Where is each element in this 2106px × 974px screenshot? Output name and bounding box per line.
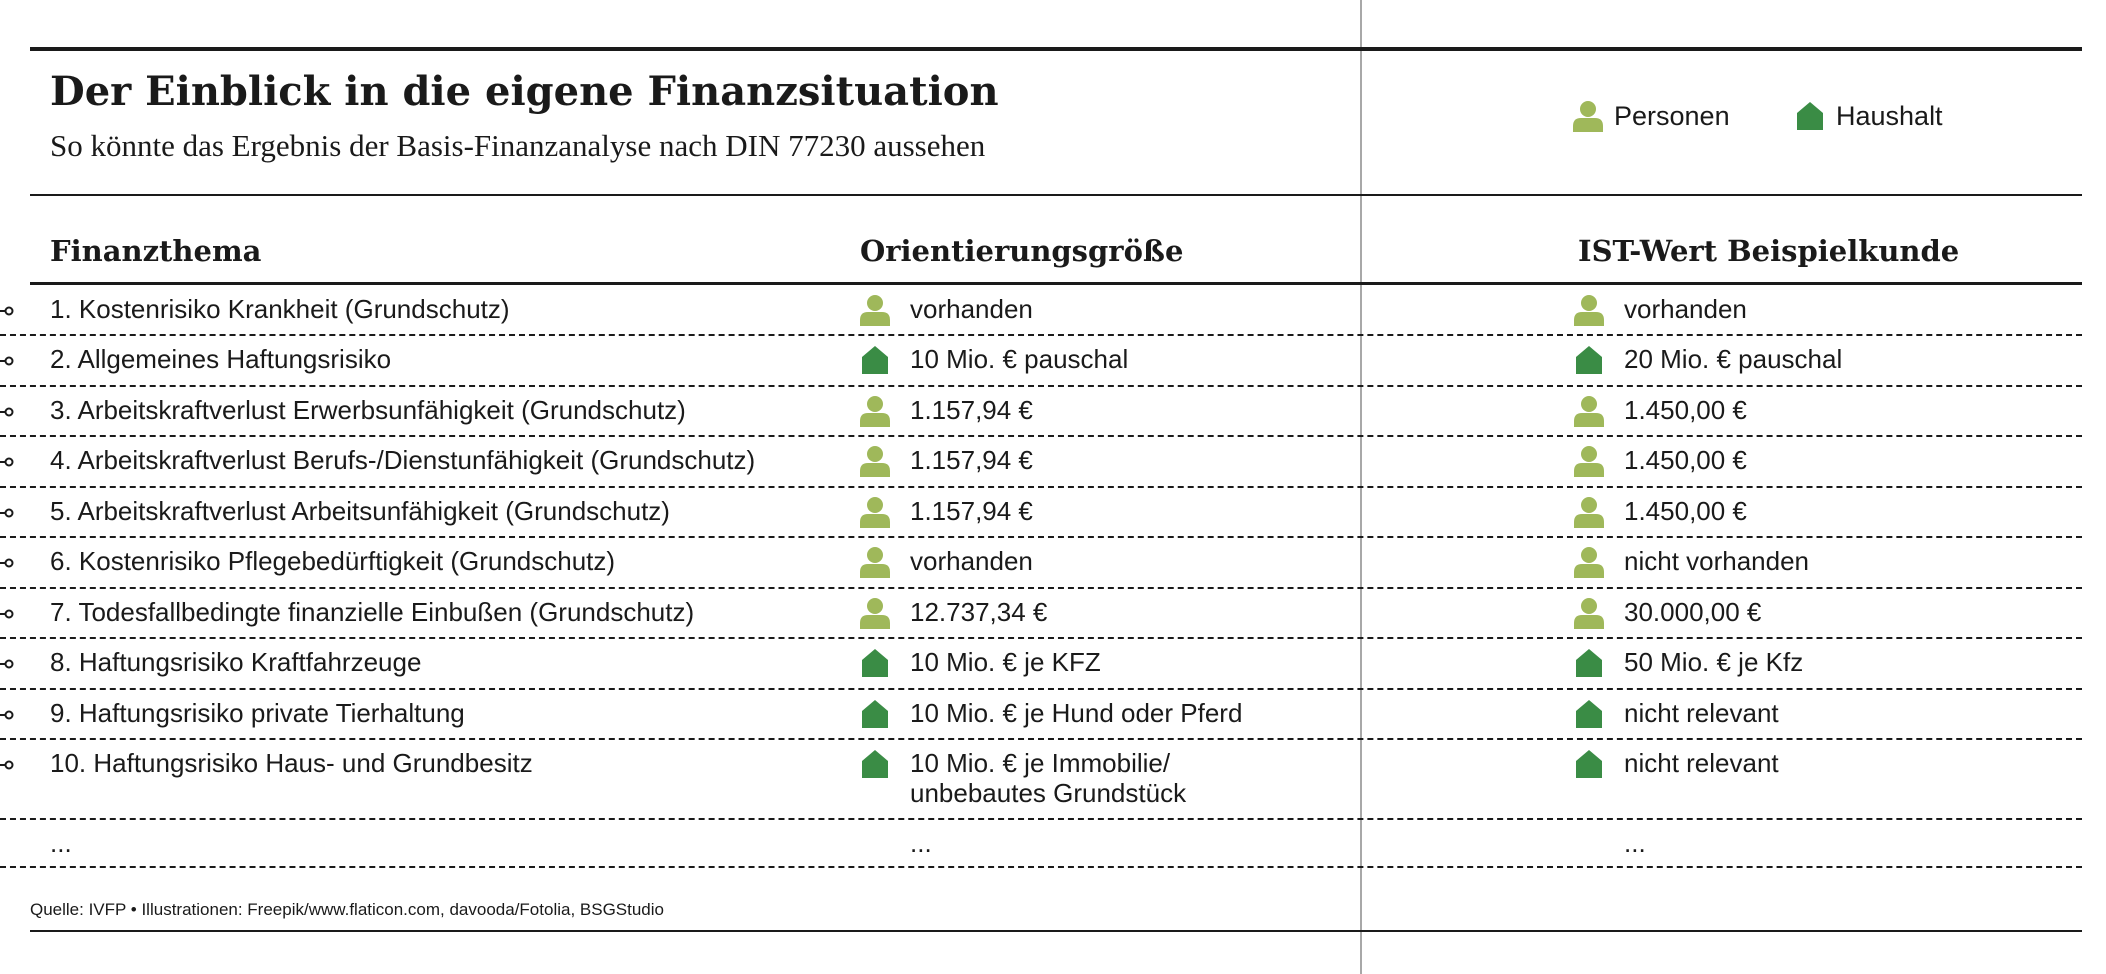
actual-value: nicht vorhanden [1624, 546, 1810, 576]
house-icon [860, 698, 890, 730]
table-row [0, 818, 2082, 868]
legend-household [1794, 100, 1943, 132]
top-rule [30, 47, 2082, 51]
person-icon [860, 546, 890, 578]
person-icon [1572, 100, 1604, 132]
actual-value: 20 Mio. € pauschal [1624, 344, 1843, 374]
column-header-orientation: Orientierungsgröße [860, 234, 1184, 268]
row-topic: 6. Kostenrisiko Pflegebedürftigkeit (Grundschutz) [50, 546, 616, 576]
row-marker-icon [0, 407, 14, 417]
header-rule [30, 194, 2082, 196]
table-row [0, 587, 2082, 639]
person-icon [1574, 294, 1604, 326]
person-icon [1574, 597, 1604, 629]
row-topic: 10. Haftungsrisiko Haus- und Grundbesitz [50, 748, 533, 778]
page-subtitle: So könnte das Ergebnis der Basis-Finanzanalyse nach DIN 77230 aussehen [50, 128, 986, 163]
person-icon [860, 395, 890, 427]
row-topic: 5. Arbeitskraftverlust Arbeitsunfähigkeit (Grundschutz) [50, 496, 670, 526]
house-icon [860, 647, 890, 679]
row-topic: 4. Arbeitskraftverlust Berufs-/Dienstunfähigkeit (Grundschutz) [50, 445, 756, 475]
table-row [0, 435, 2082, 488]
row-marker-icon [0, 710, 14, 720]
table-row [0, 385, 2082, 437]
row-marker-icon [0, 609, 14, 619]
row-topic: 7. Todesfallbedingte finanzielle Einbußen (Grundschutz) [50, 597, 695, 627]
house-icon [860, 748, 890, 780]
row-marker-icon [0, 508, 14, 518]
table-row [0, 284, 2082, 336]
orientation-value: 1.157,94 € [910, 496, 1033, 526]
house-icon [1574, 748, 1604, 780]
person-icon [860, 294, 890, 326]
table-row [0, 688, 2082, 740]
person-icon [1574, 445, 1604, 477]
row-topic: ... [50, 828, 72, 858]
house-icon [1794, 100, 1826, 132]
legend-household-label: Haushalt [1836, 100, 1943, 131]
actual-value: 1.450,00 € [1624, 496, 1747, 526]
source-note: Quelle: IVFP • Illustrationen: Freepik/www.flaticon.com, davooda/Fotolia, BSGStudio [30, 900, 664, 919]
person-icon [1574, 546, 1604, 578]
row-topic: 8. Haftungsrisiko Kraftfahrzeuge [50, 647, 422, 677]
row-marker-icon [0, 659, 14, 669]
legend-person-label: Personen [1614, 100, 1730, 131]
person-icon [1574, 496, 1604, 528]
row-marker-icon [0, 306, 14, 316]
actual-value: ... [1624, 828, 1646, 858]
bottom-rule [30, 930, 2082, 932]
page-title: Der Einblick in die eigene Finanzsituation [50, 68, 999, 115]
table-row [0, 486, 2082, 538]
row-marker-icon [0, 457, 14, 467]
actual-value: 50 Mio. € je Kfz [1624, 647, 1804, 677]
actual-value: 30.000,00 € [1624, 597, 1762, 627]
actual-value: nicht relevant [1624, 748, 1779, 778]
table-row [0, 738, 2082, 820]
orientation-value: 1.157,94 € [910, 395, 1033, 425]
house-icon [1574, 647, 1604, 679]
person-icon [860, 597, 890, 629]
row-topic: 3. Arbeitskraftverlust Erwerbsunfähigkeit (Grundschutz) [50, 395, 686, 425]
column-header-topic: Finanzthema [50, 234, 262, 268]
orientation-value-line2: unbebautes Grundstück [910, 778, 1187, 808]
actual-value: 1.450,00 € [1624, 445, 1747, 475]
person-icon [1574, 395, 1604, 427]
person-icon [860, 496, 890, 528]
orientation-value: 10 Mio. € je Immobilie/ [910, 748, 1171, 778]
row-topic: 2. Allgemeines Haftungsrisiko [50, 344, 392, 374]
row-marker-icon [0, 558, 14, 568]
house-icon [1574, 344, 1604, 376]
house-icon [1574, 698, 1604, 730]
orientation-value: 10 Mio. € je Hund oder Pferd [910, 698, 1243, 728]
actual-value: 1.450,00 € [1624, 395, 1747, 425]
orientation-value: ... [910, 828, 932, 858]
actual-value: vorhanden [1624, 294, 1747, 324]
table-row [0, 536, 2082, 589]
orientation-value: vorhanden [910, 294, 1033, 324]
orientation-value: 10 Mio. € je KFZ [910, 647, 1101, 677]
row-topic: 9. Haftungsrisiko private Tierhaltung [50, 698, 465, 728]
row-marker-icon [0, 760, 14, 770]
actual-value: nicht relevant [1624, 698, 1779, 728]
table-row [0, 334, 2082, 387]
legend-person [1572, 100, 1730, 132]
column-header-actual: IST-Wert Beispielkunde [1578, 234, 1960, 268]
person-icon [860, 445, 890, 477]
row-marker-icon [0, 356, 14, 366]
table-row [0, 637, 2082, 690]
house-icon [860, 344, 890, 376]
orientation-value: vorhanden [910, 546, 1033, 576]
orientation-value: 12.737,34 € [910, 597, 1048, 627]
orientation-value: 1.157,94 € [910, 445, 1033, 475]
orientation-value: 10 Mio. € pauschal [910, 344, 1129, 374]
row-topic: 1. Kostenrisiko Krankheit (Grundschutz) [50, 294, 510, 324]
